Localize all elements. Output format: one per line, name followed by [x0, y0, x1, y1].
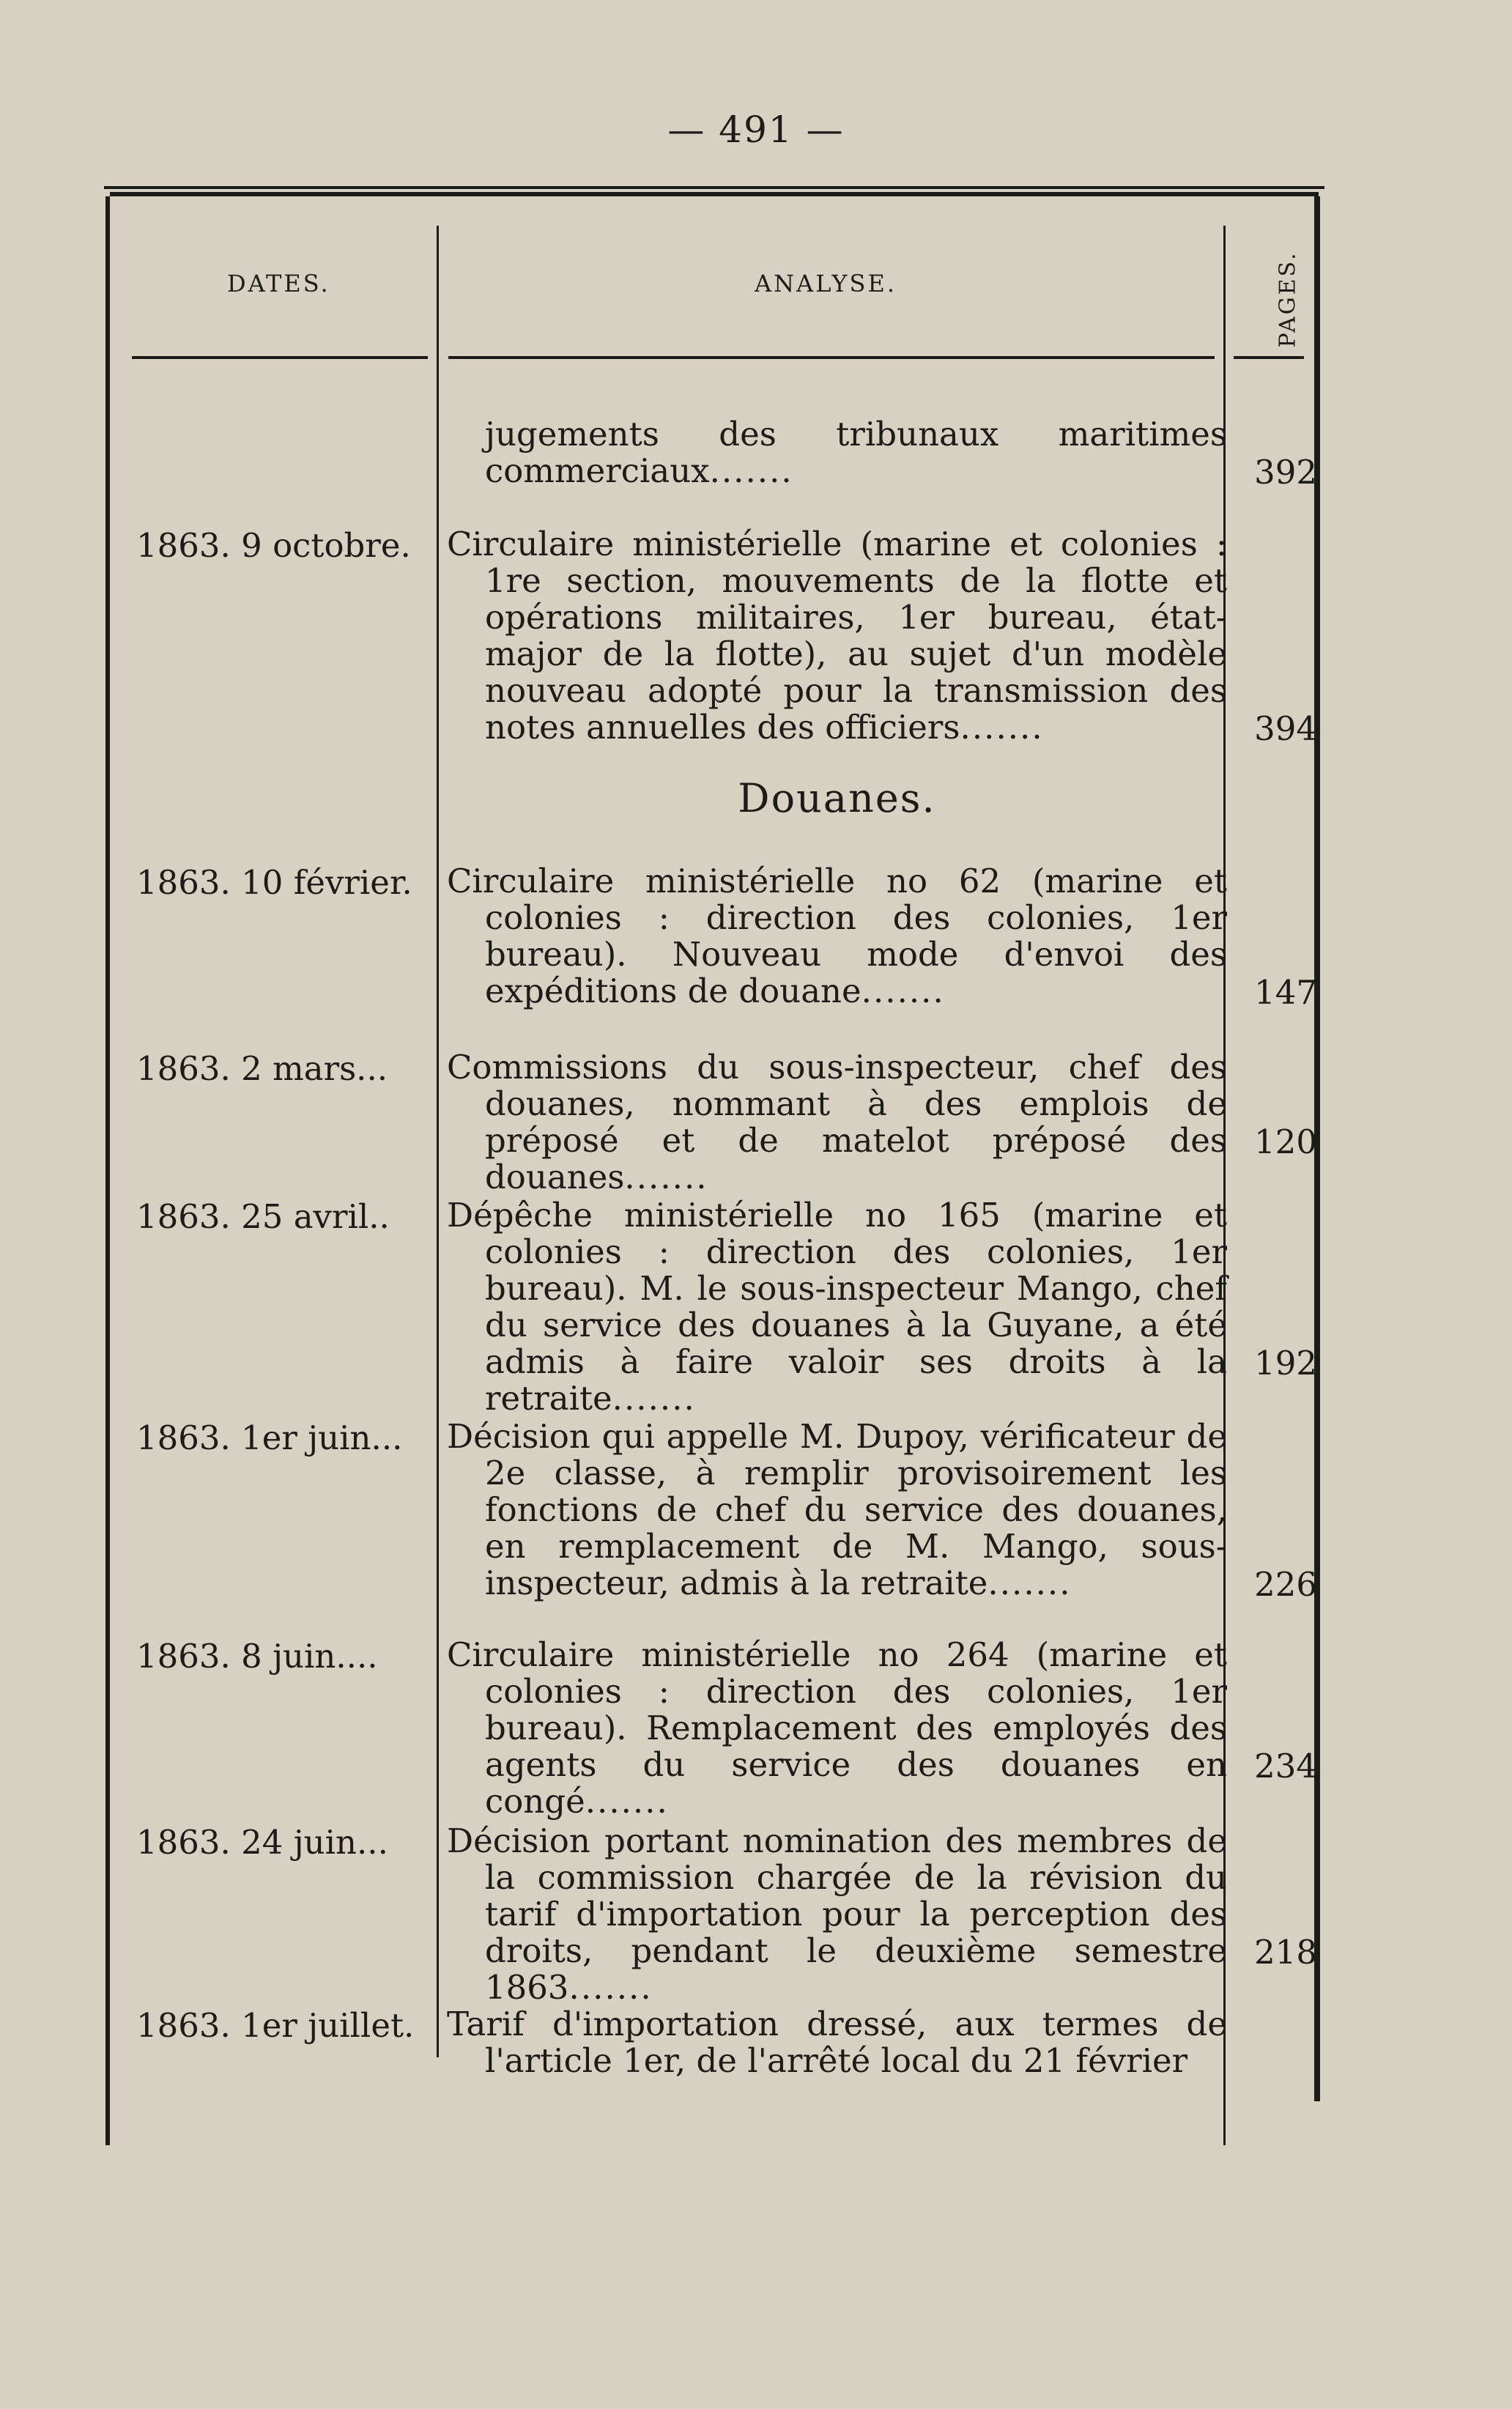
leader-dots: ....... [960, 708, 1044, 747]
entry-text: Circulaire ministérielle no 264 (marine et colonies : direction des colonies, 1er bureau). Remplacement des employés des agents du service des douanes en congé....... [447, 1635, 1227, 1821]
entry-page: 147 [1254, 973, 1317, 1012]
leader-dots: ....... [612, 1379, 696, 1418]
leader-dots: ....... [568, 1968, 653, 2007]
entry-text: Décision qui appelle M. Dupoy, vérificateur de 2e classe, à remplir provisoirement les fonctions de chef du service des douanes, en remplacement de M. Mango, sous-inspecteur, admis à la retraite....... [447, 1417, 1227, 1602]
page-number: — 491 — [667, 108, 845, 151]
entry-page: 120 [1254, 1122, 1317, 1161]
entry-date: 1863. 9 octobre. [136, 526, 411, 565]
entry-page: 392 [1254, 453, 1317, 492]
entry-page: 218 [1254, 1933, 1317, 1972]
header-dates: DATES. [227, 270, 330, 297]
entry-text: Dépêche ministérielle no 165 (marine et colonies : direction des colonies, 1er bureau). M. le sous-inspecteur Mango, chef du service des douanes à la Guyane, a été admis à faire valoir ses droits à la retraite....... [447, 1196, 1227, 1418]
header-rule-center [448, 356, 1215, 359]
entry-date: 1863. 25 avril.. [136, 1197, 390, 1236]
header-rule-right [1234, 356, 1304, 359]
entry-text: Circulaire ministérielle no 62 (marine et colonies : direction des colonies, 1er bureau). Nouveau mode d'envoi des expéditions de douane....... [447, 862, 1227, 1010]
left-border [105, 196, 110, 2145]
section-title: Douanes. [738, 775, 936, 821]
entry-text: Circulaire ministérielle (marine et colonies : 1re section, mouvements de la flotte et opérations militaires, 1er bureau, état-major de la flotte), au sujet d'un modèle nouveau adopté pour la transmission des notes annuelles des officiers....... [447, 525, 1227, 747]
entry-text: Commissions du sous-inspecteur, chef des douanes, nommant à des emplois de préposé et de matelot préposé des douanes....... [447, 1048, 1227, 1196]
entry-date: 1863. 1er juin... [136, 1418, 403, 1457]
index-table [110, 192, 1319, 2145]
entry-page: 226 [1254, 1565, 1317, 1604]
entry-date: 1863. 1er juillet. [136, 2006, 415, 2045]
entry-page: 394 [1254, 709, 1317, 748]
entry-date: 1863. 24 juin... [136, 1823, 388, 1862]
leader-dots: ....... [861, 972, 945, 1010]
entry-page: 192 [1254, 1344, 1317, 1383]
leader-dots: ....... [987, 1564, 1072, 1602]
entry-page: 234 [1254, 1747, 1317, 1786]
header-analysis: ANALYSE. [755, 270, 897, 297]
header-rule-left [132, 356, 428, 359]
leader-dots: ....... [709, 451, 793, 490]
entry-text: jugements des tribunaux maritimes commerciaux....... [485, 415, 1227, 490]
entry-date: 1863. 8 juin.... [136, 1637, 378, 1676]
header-pages: PAGES. [1275, 251, 1301, 347]
entry-date: 1863. 2 mars... [136, 1049, 388, 1088]
entry-text: Tarif d'importation dressé, aux termes de l'article 1er, de l'arrêté local du 21 février [447, 2005, 1227, 2080]
leader-dots: ....... [624, 1158, 708, 1196]
entry-text: Décision portant nomination des membres de la commission chargée de la révision du tarif d'importation pour la perception des droits, pendant le deuxième semestre 1863....... [447, 1821, 1227, 2007]
entry-date: 1863. 10 février. [136, 863, 412, 902]
column-divider-dates [437, 226, 439, 2057]
leader-dots: ....... [585, 1782, 669, 1821]
